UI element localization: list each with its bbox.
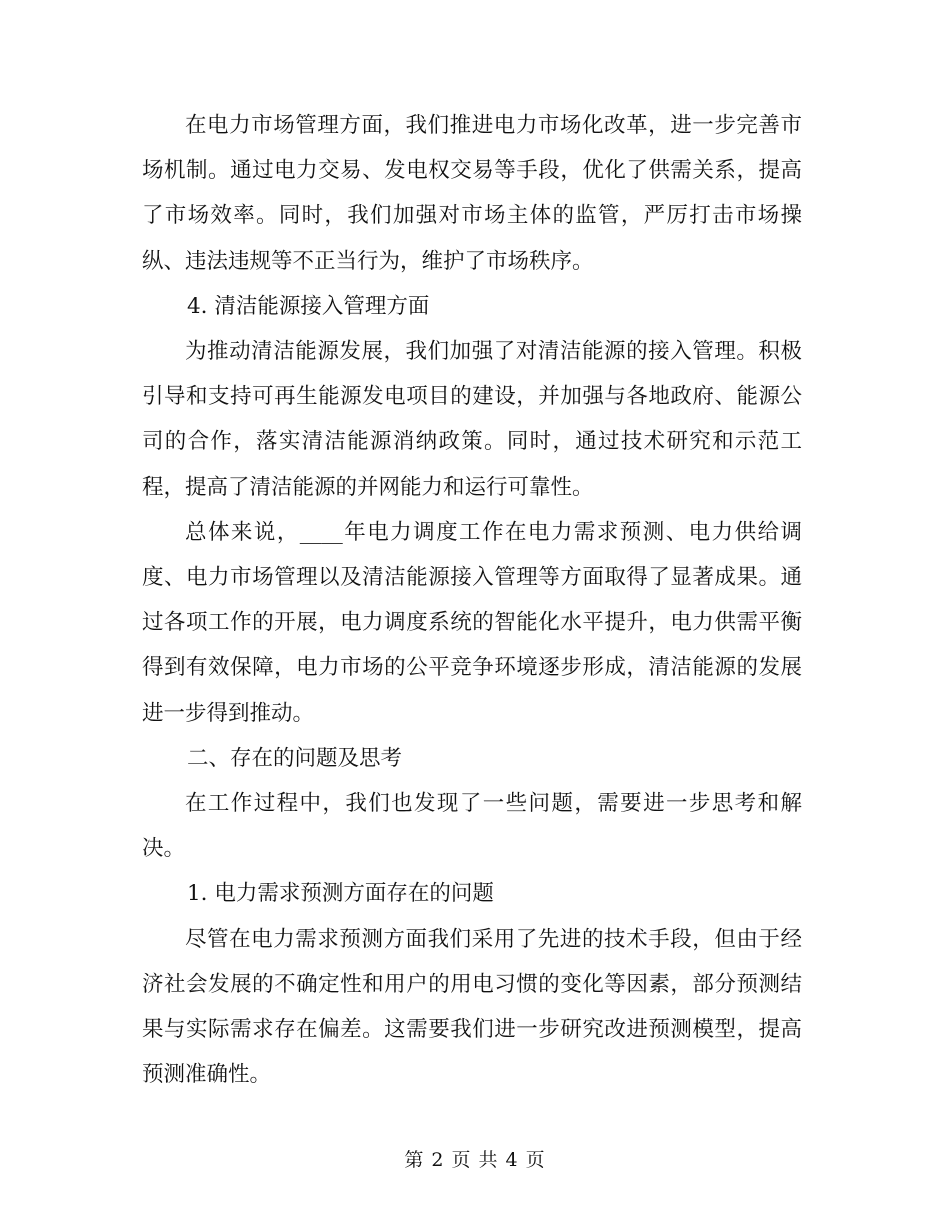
- section-heading-clean-energy: 4. 清洁能源接入管理方面: [187, 293, 430, 319]
- page-number-footer: 第 2 页 共 4 页: [404, 1149, 546, 1171]
- paragraph-summary: 总体来说，____年电力调度工作在电力需求预测、电力供给调度、电力市场管理以及清洁能源接入管理等方面取得了显著成果。通过各项工作的开展，电力调度系统的智能化水平提升，电力供需平衡得到有效保障，电力市场的公平竞争环境逐步形成，清洁能源的发展进一步得到推动。: [142, 519, 802, 726]
- section-heading-problems: 二、存在的问题及思考: [187, 745, 403, 771]
- paragraph-demand-forecast: 尽管在电力需求预测方面我们采用了先进的技术手段，但由于经济社会发展的不确定性和用户的用电习惯的变化等因素，部分预测结果与实际需求存在偏差。这需要我们进一步研究改进预测模型，提高预测准确性。: [142, 926, 802, 1088]
- paragraph-clean-energy: 为推动清洁能源发展，我们加强了对清洁能源的接入管理。积极引导和支持可再生能源发电项目的建设，并加强与各地政府、能源公司的合作，落实清洁能源消纳政策。同时，通过技术研究和示范工程，提高了清洁能源的并网能力和运行可靠性。: [142, 339, 802, 500]
- section-heading-demand-forecast: 1. 电力需求预测方面存在的问题: [187, 881, 494, 907]
- document-body: [142, 103, 802, 1097]
- paragraph-problems-intro: 在工作过程中，我们也发现了一些问题，需要进一步思考和解决。: [142, 791, 802, 862]
- paragraph-market-management: 在电力市场管理方面，我们推进电力市场化改革，进一步完善市场机制。通过电力交易、发电权交易等手段，优化了供需关系，提高了市场效率。同时，我们加强对市场主体的监管，严厉打击市场操纵、违法违规等不正当行为，维护了市场秩序。: [142, 113, 802, 274]
